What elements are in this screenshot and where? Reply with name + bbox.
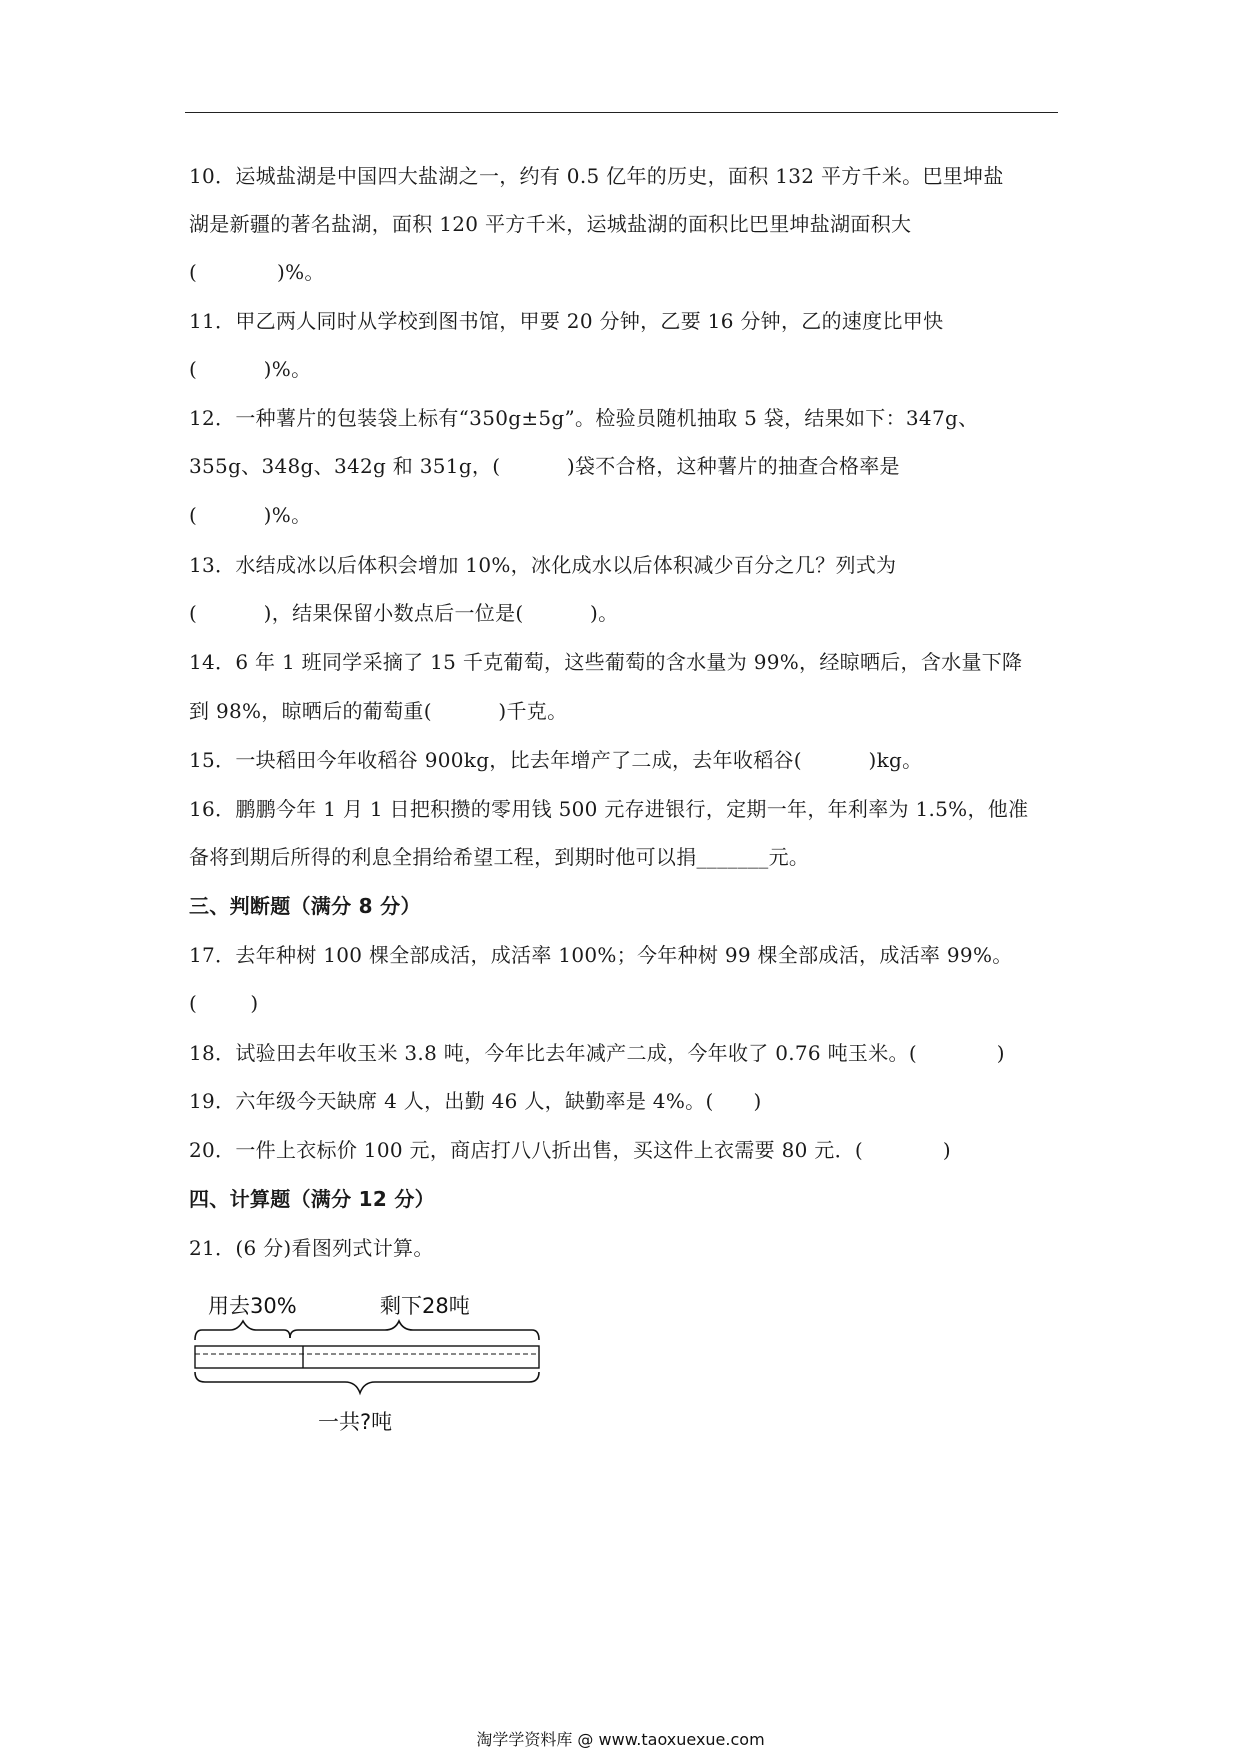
q10-line-3: ( )%。 [189,260,325,284]
remaining-brace [290,1321,539,1340]
q12-line-1: 12．一种薯片的包装袋上标有“350g±5g”。检验员随机抽取 5 袋，结果如下：347g、 [189,406,979,430]
q17-line-1: 17．去年种树 100 棵全部成活，成活率 100%；今年种树 99 棵全部成活，成活率 99%。 [189,943,1013,967]
section-judgment-heading: 三、判断题（满分 8 分） [189,894,421,918]
q21-line-1: 21．(6 分)看图列式计算。 [189,1236,434,1260]
q12-line-3: ( )%。 [189,503,312,527]
section-calculation-heading: 四、计算题（满分 12 分） [189,1187,435,1211]
q14-line-2: 到 98%，晾晒后的葡萄重( )千克。 [189,699,568,723]
q10-line-1: 10．运城盐湖是中国四大盐湖之一，约有 0.5 亿年的历史，面积 132 平方千米。巴里坤盐 [189,164,1004,188]
q17-line-2: ( ) [189,991,259,1015]
q18-line-1: 18．试验田去年收玉米 3.8 吨，今年比去年减产二成，今年收了 0.76 吨玉米。( ) [189,1041,1005,1065]
remaining-label: 剩下28吨 [380,1294,470,1318]
q16-line-2: 备将到期后所得的利息全捐给希望工程，到期时他可以捐_______元。 [189,845,810,869]
q15-line-1: 15．一块稻田今年收稻谷 900kg，比去年增产了二成，去年收稻谷( )kg。 [189,748,923,772]
footer-watermark: 淘学学资料库 @ www.taoxuexue.com [476,1730,765,1749]
q16-line-1: 16．鹏鹏今年 1 月 1 日把积攒的零用钱 500 元存进银行，定期一年，年利率为 1.5%，他准 [189,797,1029,821]
total-label: 一共?吨 [318,1410,393,1434]
q11-line-1: 11．甲乙两人同时从学校到图书馆，甲要 20 分钟，乙要 16 分钟，乙的速度比甲快 [189,309,944,333]
q20-line-1: 20．一件上衣标价 100 元，商店打八八折出售，买这件上衣需要 80 元．( ) [189,1138,951,1162]
q12-line-2: 355g、348g、342g 和 351g，( )袋不合格，这种薯片的抽查合格率是 [189,454,900,478]
used-label: 用去30% [208,1294,297,1318]
total-brace [195,1372,539,1393]
q19-line-1: 19．六年级今天缺席 4 人，出勤 46 人，缺勤率是 4%。( ) [189,1089,762,1113]
header-rule [185,112,1058,113]
q14-line-1: 14．6 年 1 班同学采摘了 15 千克葡萄，这些葡萄的含水量为 99%，经晾晒后，含水量下降 [189,650,1023,674]
line-segment-diagram [190,1290,550,1450]
q13-line-1: 13．水结成冰以后体积会增加 10%，冰化成水以后体积减少百分之几？列式为 [189,553,897,577]
used-brace [195,1321,290,1340]
whole-bar [195,1346,539,1368]
q13-line-2: ( )，结果保留小数点后一位是( )。 [189,601,619,625]
q10-line-2: 湖是新疆的著名盐湖，面积 120 平方千米，运城盐湖的面积比巴里坤盐湖面积大 [189,212,912,236]
q11-line-2: ( )%。 [189,357,312,381]
